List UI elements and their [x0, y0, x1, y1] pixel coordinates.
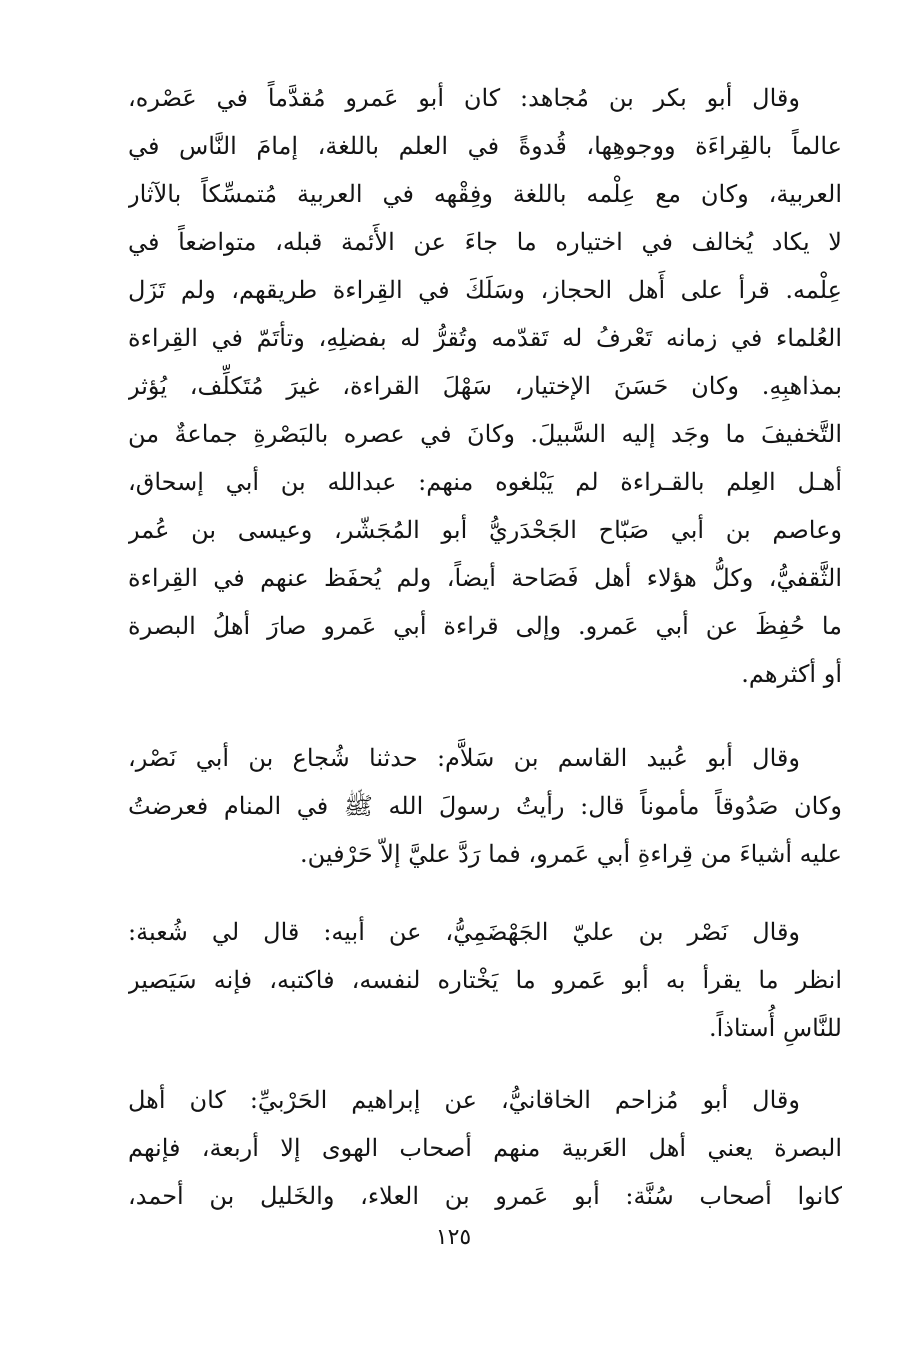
- text-line: بمذاهبِهِ. وكان حَسَنَ الإختيار، سَهْلَ القراءة، غيرَ مُتَكلِّف، يُؤثر: [128, 372, 842, 400]
- text-line: أهـل العِلم بالقـراءة لم يَبْلغوه منهم: عبدالله بن أبي إسحاق،: [128, 468, 842, 496]
- text-line: العربية، وكان مع عِلْمه باللغة وفِقْهه في العربية مُتمسِّكاً بالآثار: [128, 180, 842, 208]
- paragraph-abu-muzahim: [128, 1076, 842, 1220]
- text-line: أو أكثرهم.: [741, 660, 842, 688]
- text-line: كانوا أصحاب سُنَّة: أبو عَمرو بن العلاء، والخَليل بن أحمد،: [128, 1182, 842, 1210]
- text-line: للنَّاسِ أُستاذاً.: [708, 1014, 842, 1042]
- text-line: عليه أشياءَ من قِراءةِ أبي عَمرو، فما رَدَّ عليَّ إلاّ حَرْفين.: [299, 840, 842, 868]
- text-line: وقال أبو بكر بن مُجاهد: كان أبو عَمرو مُقدَّماً في عَصْره،: [128, 84, 800, 112]
- page-number: ١٢٥: [435, 1225, 472, 1250]
- text-line: وقال أبو مُزاحم الخاقانيُّ، عن إبراهيم الحَرْبيِّ: كان أهل: [128, 1086, 800, 1114]
- text-line: التَّخفيفَ ما وجَد إليه السَّبيلَ. وكانَ في عصره بالبَصْرةِ جماعةٌ من: [128, 420, 842, 448]
- text-line: العُلماء في زمانه تَعْرفُ له تَقدّمه وتُقرُّ له بفضلِهِ، وتأتَمّ في القِراءة: [128, 324, 842, 352]
- paragraph-nasr-ibn-ali: [128, 908, 842, 1052]
- text-line: عِلْمه. قرأ على أَهل الحجاز، وسَلَكَ في القِراءة طريقهم، ولم تَزَل: [128, 276, 842, 304]
- text-line: وقال نَصْر بن عليّ الجَهْضَمِيُّ، عن أبيه: قال لي شُعبة:: [128, 918, 800, 946]
- text-line: عالماً بالقِراءَة ووجوهِها، قُدوةً في العلم باللغة، إمامَ النَّاس في: [128, 132, 842, 160]
- paragraph-abu-bakr-ibn-mujahid: [128, 74, 842, 698]
- text-line: وكان صَدُوقاً مأموناً قال: رأيتُ رسولَ الله ﷺ في المنام فعرضتُ: [128, 792, 842, 820]
- text-line: وقال أبو عُبيد القاسم بن سَلاَّم: حدثنا شُجاع بن أبي نَصْر،: [128, 744, 800, 772]
- text-line: وعاصم بن أبي صَبّاح الجَحْدَريُّ أبو المُجَشّر، وعيسى بن عُمر: [128, 516, 842, 544]
- text-line: انظر ما يقرأ به أبو عَمرو ما يَخْتاره لنفسه، فاكتبه، فإنه سَيَصير: [128, 966, 842, 994]
- text-line: البصرة يعني أهل العَربية منهم أصحاب الهوى إلا أربعة، فإنهم: [128, 1134, 842, 1162]
- text-line: لا يكاد يُخالف في اختياره ما جاءَ عن الأَئمة قبله، متواضعاً في: [128, 228, 842, 256]
- text-line: ما حُفِظَ عن أبي عَمرو. وإلى قراءة أبي عَمرو صارَ أهلُ البصرة: [128, 612, 842, 640]
- text-line: الثَّقفيُّ، وكلُّ هؤلاء أهل فَصَاحة أيضاً، ولم يُحفَظ عنهم في القِراءة: [128, 564, 842, 592]
- paragraph-abu-ubayd: [128, 734, 842, 878]
